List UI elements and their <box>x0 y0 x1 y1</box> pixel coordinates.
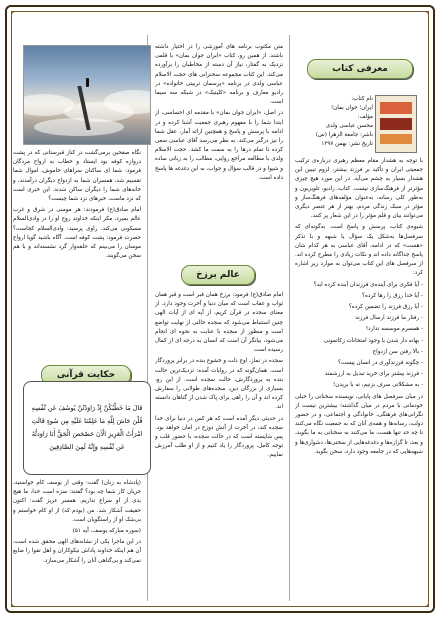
paragraph: در میان سرفصل های پایانی، نویسنده سخنانی را خیلی خودمانی با مردم در میان گذاشته؛ بیشترین نیست از نگرانی‌های فرهنگی، خانوادگی و اجتماعی، و در حضور دولت، رسانه‌ها و همه‌ی آنان که به جمعیت نگاه می‌کنند تا چه حد تنها هست، ما می‌کنند به سخنانی به ما بگوید، و بعد، تا گزاره‌ها و دغدغه‌هایی از سختی‌ها، دشواری‌ها و شبهه‌هایی که در جامعه وجود دارد، سخن بگوید. <box>295 393 423 455</box>
list-item: - همسرم موسسه ندارد! <box>365 326 423 333</box>
paragraph: با توجه به هشدار مقام معظم رهبری درباره‌ی ترکیب جمعیتی ایران و تأکید بر فرزند بیشتر، لزوم تبیین این هشدار بسیار به چشم می‌آید. در این مورد هیچ چیزی مؤثرتر از فرهنگ‌سازی نیست. کتاب، رادیو، تلویزیون و به‌طور کلی رسانه، به‌عنوان مؤلفه‌های فرهنگ‌ساز و مؤثر در سبک زندگی مردم، بهتر از هر عنصر دیگری می‌توانند بیان و قلم مؤثر را در این شعار پر کنند. <box>295 158 423 220</box>
magazine-page <box>5 5 435 613</box>
book-info-line: مؤلف: <box>357 114 373 120</box>
paragraph: در این ماجرا یکی از نشانه‌های الهی محقق شده است، آن هم اینکه خداوند پاداش نیکوکاران و اهل تقوا را ضایع نمی‌کند و بی‌گناهی آنان را آشکار می‌سازد. <box>13 539 141 564</box>
book-info-line: نام کتاب: <box>351 96 373 102</box>
frame-corner <box>418 11 429 22</box>
book-review-heading: معرفی کتاب <box>307 59 413 79</box>
verse-reference: (سوره مبارکه یوسف، آیه ۵۱) <box>72 528 141 535</box>
column-divider <box>289 35 290 601</box>
frame-corner <box>11 11 22 22</box>
book-info-line: تاریخ نشر: بهمن ۱۳۹۷ <box>321 141 373 147</box>
stairway-clouds-photo <box>23 45 151 145</box>
paragraph: (پادشاه به زنان) گفت: وقتی از یوسف کام خواستید، جریان کار شما چه بود؟ گفتند: منزه است خدا، ما هیچ بدی از او سراغ نداریم. همسر عزیز گفت: اکنون حقیقت آشکار شد. من (بودم که) از او کام خواستم و بی‌شک او از راستگویان است. <box>13 480 141 523</box>
book-info-line: محسن عباسی ولدی <box>325 123 373 129</box>
quran-verse-box <box>23 381 151 475</box>
middle-column-bottom <box>155 291 283 601</box>
quran-verse: قَالَ مَا خَطْبُكُنَّ إِذْ رَاوَدْتُنَّ يُوسُفَ عَن نَّفْسِهِ قُلْنَ حَاشَ لِلَّهِ مَا عَلِمْنَا عَلَيْهِ مِن سُوءٍ قَالَتِ امْرَأَتُ الْعَزِيزِ الْآنَ حَصْحَصَ الْحَقُّ أَنَا رَاوَدتُّهُ عَن نَّفْسِهِ وَإِنَّهُ لَمِنَ الصَّادِقِينَ <box>31 404 143 451</box>
middle-column-top <box>155 43 283 255</box>
barzakh-heading: عالم برزخ <box>181 265 255 285</box>
paragraph: نگاه صفحین برمی‌گشت در کنار قبرستانی که در پشت دروازه کوفه بود ایستاد و خطاب به ارواح مردگان فرمود: شما ای ساکنان سراهای خاموش، اموال شما تقسیم شد، همسران شما به ازدواج دیگران درآمدند، و خانه‌های شما را دیگران ساکن شدند. این خبری است که نزد ماست، خبرهای نزد شما چیست؟ <box>13 150 141 203</box>
list-item: - آیا فکری برای آینده‌ی فرزندان آینده کرده اید؟ <box>313 281 423 288</box>
book-info-line: ناشر: جامعة الزهرا (س) <box>315 132 373 138</box>
book-info <box>303 95 373 149</box>
list-item: - بالا رفتن سن ازدواج <box>372 348 423 355</box>
list-item: - رفتار ما فرزند ارسال فرزند <box>355 315 423 322</box>
paragraph: شیوه‌ی کتاب، پرسش و پاسخ است. به‌گونه‌ای که سرفصل‌ها به‌شکل یک سؤال یا شبهه و با تذکر «هست» که در ادامه، آقای عباسی به هر کدام شان پاسخ جداگانه داده اند و نکات زیادی را مطرح کرده اند. از سرفصل های این کتاب می‌توان به موارد زیر اشاره کرد: <box>295 224 423 277</box>
right-column-text <box>295 157 423 601</box>
left-column-bottom <box>13 479 141 601</box>
paragraph: در اصل، «ایران جوان بمان» با مقدمه ای احساسی، از ابتدا شما را با مفهوم رهبری جمعیت آشنا کرده و در ادامه با پرسش و پاسخ و همچنین ارائه آمار، عقل شما را نیز درگیر می‌کند. به نظر می‌رسد آقای عباسی سعی کرده تا تمام درها را به سمت ما کشد. حجت الاسلام ولدی با مطالعه مراجع روایی، مطالب را به زبانی ساده و شیوا و در قالب سؤال و جواب، به این دغدغه ها پاسخ داده است. <box>155 110 283 181</box>
quranic-story-heading: حکایت قرآنی <box>41 365 131 385</box>
book-cover-image <box>375 95 417 153</box>
list-item: - بهانه دار شدن یا وجود امتحانات زکاتمونی <box>323 337 423 344</box>
book-info-line: ایران؛ جوان بمان! <box>330 105 373 111</box>
paragraph: امام صادق(ع) فرمود: برزخ همان قبر است و قبر همان ثواب و عقاب است که میان دنیا و آخرت وجود دارد. از معنای سجده در قرآن کریم، از آیه ای از آیات الهی چنین استنباط می‌شود که سجده حالتی از نهایت تواضع است و منظور از سجده با عنایت به نحوه ای انجام می‌شود، بیانگر آن است که انسان به درجه ای از کمال رسیده است. <box>155 292 283 354</box>
paragraph: در حدیثی دیگر آمده است که هر کس در دنیا برای خدا سجده کند، در آخرت از آتش دوزخ در امان خواهد بود. پس شایسته است که در حالت سجده، با حضور قلب و توجه کامل، پروردگار را یاد کنیم و از او طلب آمرزش نماییم. <box>155 415 283 459</box>
list-item: - به مشکلاتی سرف بزنیم، نه با بریدن! <box>333 382 423 389</box>
paragraph: سجده در نماز، اوج ذلت و خشوع بنده در برابر پروردگار است. همان‌گونه که در روایات آمده: نزدیک‌ترین حالت بنده به پروردگارش، حالت سجده است. از این رو، بسیاری از بزرگان دین، سجده‌های طولانی را سفارش کرده اند و آن را راهی برای پاک شدن از گناهان دانسته اند. <box>155 358 283 411</box>
paragraph: متن مکتوب برنامه های آموزشی را در اختیار داشته باشند. از همین رو، کتاب «ایران جوان بمان» با قلمی نزدیک به گفتار، نیاز آن دسته از مخاطبان را برآورده می‌کند. این کتاب مجموعه سخنرانی های حجت الاسلام عباسی ولدی در برنامه «پرسمان تربیتی خانواده» در رادیو معارف و برنامه «کلینیک» در شبکه سه سیما است. <box>155 44 283 106</box>
list-item: - چگونه فرزندآوری در انسان پیست؟ <box>338 360 423 367</box>
list-item: - آیا خدا رزق را رها کرده؟ <box>362 292 423 299</box>
list-item: - فرزند بیشتر برای خرید تبدیل به ارزشمند <box>324 371 423 378</box>
left-column-top <box>13 149 141 359</box>
paragraph: امام صادق(ع) فرمودند: هر مومنی در شرق و غرب عالم بمیرد، مکر اینکه خداوند روح او را در وادی‌السلام مسکونی می‌کند. راوی پرسید: وادی‌السلام کجاست؟ حضرت فرمود: پشت کوفه است. آگاه باشید گویا ارواح مومنان را می‌بینم که حلقه‌وار گرد نشسته‌اند و با هم سخن می‌گویند. <box>13 207 141 260</box>
list-item: - آیا رزق فرزند را تضمین کرده؟ <box>348 304 423 311</box>
